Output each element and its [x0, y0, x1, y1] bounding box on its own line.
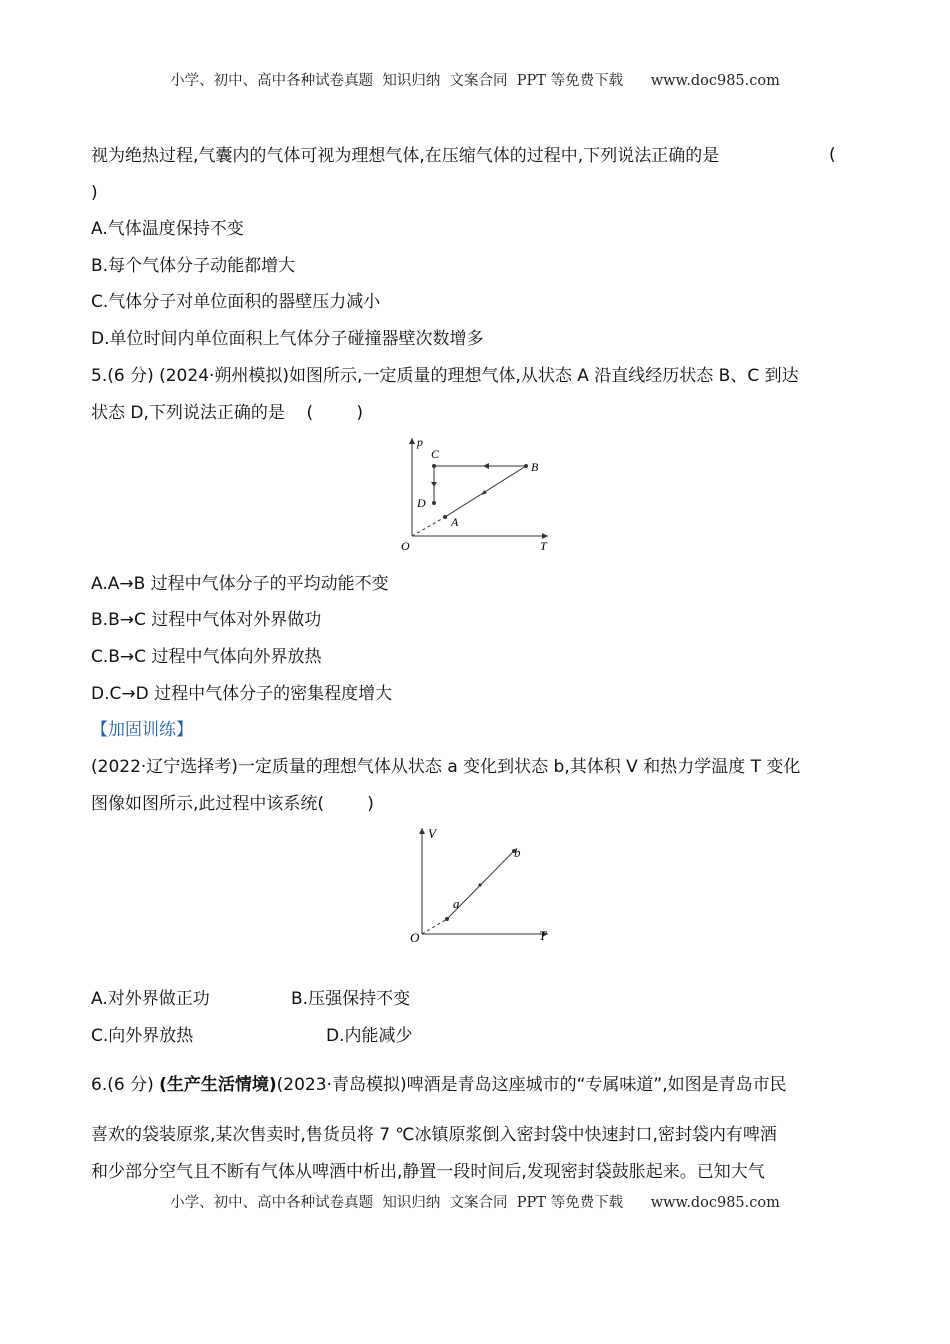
q5-dashed-extension	[412, 517, 445, 536]
q5-label-o: O	[401, 539, 410, 553]
reinforce-label-b: b	[514, 845, 521, 860]
q5-option-c: C.B→C 过程中气体向外界放热	[91, 647, 322, 667]
q5-label-t: T	[540, 539, 547, 553]
reinforce-dashed-extension	[422, 919, 447, 934]
q4-option-a: A.气体温度保持不变	[91, 219, 244, 239]
q5-label-p: p	[417, 435, 423, 449]
q5-point-c	[432, 464, 436, 468]
reinforce-tag: 【加固训练】	[91, 720, 193, 740]
q6-line3: 和少部分空气且不断有气体从啤酒中析出,静置一段时间后,发现密封袋鼓胀起来。已知大气	[91, 1162, 765, 1182]
q6-prefix: 6.(6 分)	[91, 1075, 160, 1095]
reinforce-point-a	[445, 917, 449, 921]
reinforce-vt-diagram	[401, 822, 561, 950]
q4-option-b: B.每个气体分子动能都增大	[91, 256, 296, 276]
q5-point-b	[524, 464, 528, 468]
q4-option-c: C.气体分子对单位面积的器壁压力减小	[91, 292, 381, 312]
reinforce-option-a: A.对外界做正功	[91, 989, 210, 1009]
q5-option-d: D.C→D 过程中气体分子的密集程度增大	[91, 684, 393, 704]
q4-stem-line1: 视为绝热过程,气囊内的气体可视为理想气体,在压缩气体的过程中,下列说法正确的是	[91, 146, 720, 166]
q4-option-d: D.单位时间内单位面积上气体分子碰撞器壁次数增多	[91, 329, 484, 349]
q5-option-b: B.B→C 过程中气体对外界做功	[91, 610, 322, 630]
reinforce-label-v: V	[428, 826, 436, 841]
q5-label-a: A	[451, 515, 459, 529]
q6-line1-rest: (2023·青岛模拟)啤酒是青岛这座城市的“专属味道”,如图是青岛市民	[276, 1075, 787, 1095]
q5-option-a: A.A→B 过程中气体分子的平均动能不变	[91, 574, 389, 594]
q5-point-a	[443, 515, 447, 519]
reinforce-label-a: a	[453, 896, 460, 911]
q5-label-b: B	[531, 460, 539, 474]
reinforce-stem-line1: (2022·辽宁选择考)一定质量的理想气体从状态 a 变化到状态 b,其体积 V 和热力学温度 T 变化	[91, 757, 801, 777]
reinforce-option-c: C.向外界放热	[91, 1026, 194, 1046]
q5-stem-line2: 状态 D,下列说法正确的是 ( )	[91, 403, 364, 423]
reinforce-option-d: D.内能减少	[326, 1026, 413, 1046]
q4-bracket-open: (	[829, 145, 836, 165]
q5-label-d: D	[417, 496, 426, 510]
q5-pt-diagram	[391, 432, 561, 557]
reinforce-stem-line2: 图像如图所示,此过程中该系统( )	[91, 794, 374, 814]
q6-line2: 喜欢的袋装原浆,某次售卖时,售货员将 7 ℃冰镇原浆倒入密封袋中快速封口,密封袋内有啤酒	[91, 1125, 777, 1145]
q5-stem-line1: 5.(6 分) (2024·朔州模拟)如图所示,一定质量的理想气体,从状态 A 沿直线经历状态 B、C 到达	[91, 366, 799, 386]
q4-bracket-close: )	[91, 183, 98, 203]
q6-line1	[91, 1074, 787, 1096]
q5-point-d	[432, 501, 436, 505]
q6-tag: (生产生活情境)	[159, 1075, 277, 1095]
q5-label-c: C	[431, 447, 440, 461]
reinforce-option-b: B.压强保持不变	[291, 989, 411, 1009]
q5-arrow-bc	[483, 463, 489, 469]
reinforce-midpoint	[478, 883, 481, 886]
page-footer: 小学、初中、高中各种试卷真题 知识归纳 文案合同 PPT 等免费下载 www.doc985.com	[170, 1195, 780, 1211]
reinforce-label-o: O	[410, 930, 420, 945]
q5-arrow-cd	[431, 482, 437, 487]
page-header: 小学、初中、高中各种试卷真题 知识归纳 文案合同 PPT 等免费下载 www.doc985.com	[170, 73, 780, 89]
reinforce-label-t: T	[539, 928, 547, 943]
